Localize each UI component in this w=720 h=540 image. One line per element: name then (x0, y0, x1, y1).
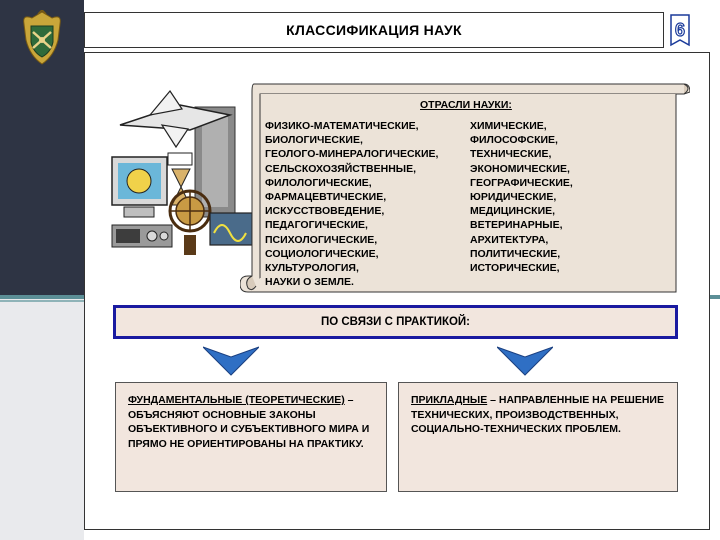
branch-item: ФИЛОЛОГИЧЕСКИЕ, (265, 176, 372, 189)
branch-item: НАУКИ О ЗЕМЛЕ. (265, 276, 354, 289)
science-collage-illustration (110, 85, 260, 260)
branch-item: ФИЗИКО-МАТЕМАТИЧЕСКИЕ, (265, 120, 419, 132)
practice-heading: ПО СВЯЗИ С ПРАКТИКОЙ: (116, 308, 675, 336)
down-arrow-icon (203, 345, 259, 377)
page-title: КЛАССИФИКАЦИЯ НАУК (286, 22, 462, 38)
branch-item: ВЕТЕРИНАРНЫЕ, (470, 219, 563, 232)
branch-item: ЮРИДИЧЕСКИЕ, (470, 191, 557, 204)
branch-item: КУЛЬТУРОЛОГИЯ, (265, 262, 359, 275)
emblem-icon (18, 10, 66, 66)
branch-item: ПСИХОЛОГИЧЕСКИЕ, (265, 233, 378, 246)
applied-term: ПРИКЛАДНЫЕ (411, 394, 488, 406)
branch-item: ХИМИЧЕСКИЕ, (470, 120, 547, 132)
branch-item: ЭКОНОМИЧЕСКИЕ, (470, 162, 570, 175)
applied-card (398, 382, 678, 492)
branches-right-column (470, 119, 573, 275)
branch-item: ГЕОГРАФИЧЕСКИЕ, (470, 176, 573, 189)
branch-item: ПЕДАГОГИЧЕСКИЕ, (265, 219, 368, 232)
branches-heading: ОТРАСЛИ НАУКИ: (420, 99, 512, 111)
fundamental-text: – ОБЪЯСНЯЮТ ОСНОВНЫЕ ЗАКОНЫ ОБЪЕКТИВНОГО И СУБЪЕКТИВНОГО МИРА И ПРЯМО НЕ ОРИЕНТИРОВАНЫ НА ПРАКТИКУ. (128, 394, 370, 450)
title-box (84, 12, 664, 48)
branch-item: СЕЛЬСКОХОЗЯЙСТВЕННЫЕ, (265, 162, 416, 175)
branch-item: ГЕОЛОГО-МИНЕРАЛОГИЧЕСКИЕ, (265, 148, 439, 161)
fundamental-term: ФУНДАМЕНТАЛЬНЫЕ (ТЕОРЕТИЧЕСКИЕ) (128, 394, 345, 406)
page-number-badge-icon (668, 12, 692, 48)
branch-item: ПОЛИТИЧЕСКИЕ, (470, 247, 561, 260)
down-arrow-icon (497, 345, 553, 377)
branch-item: ИСТОРИЧЕСКИЕ, (470, 262, 560, 275)
divider-line-secondary (0, 300, 84, 302)
practice-heading-box (113, 305, 678, 339)
branches-left-column (265, 119, 438, 289)
applied-text: – НАПРАВЛЕННЫЕ НА РЕШЕНИЕ ТЕХНИЧЕСКИХ, ПРОИЗВОДСТВЕННЫХ, СОЦИАЛЬНО-ТЕХНИЧЕСКИХ ПРОБЛЕМ. (411, 394, 664, 435)
branch-item: ТЕХНИЧЕСКИЕ, (470, 148, 552, 161)
branch-item: АРХИТЕКТУРА, (470, 233, 549, 246)
branch-item: СОЦИОЛОГИЧЕСКИЕ, (265, 247, 379, 260)
branch-item: ФИЛОСОФСКИЕ, (470, 134, 558, 147)
badge-number: 6 (674, 20, 686, 40)
branch-item: ФАРМАЦЕВТИЧЕСКИЕ, (265, 191, 387, 204)
branch-item: БИОЛОГИЧЕСКИЕ, (265, 134, 363, 147)
fundamental-card (115, 382, 387, 492)
branch-item: ИСКУССТВОВЕДЕНИЕ, (265, 205, 385, 218)
branch-item: МЕДИЦИНСКИЕ, (470, 205, 556, 218)
